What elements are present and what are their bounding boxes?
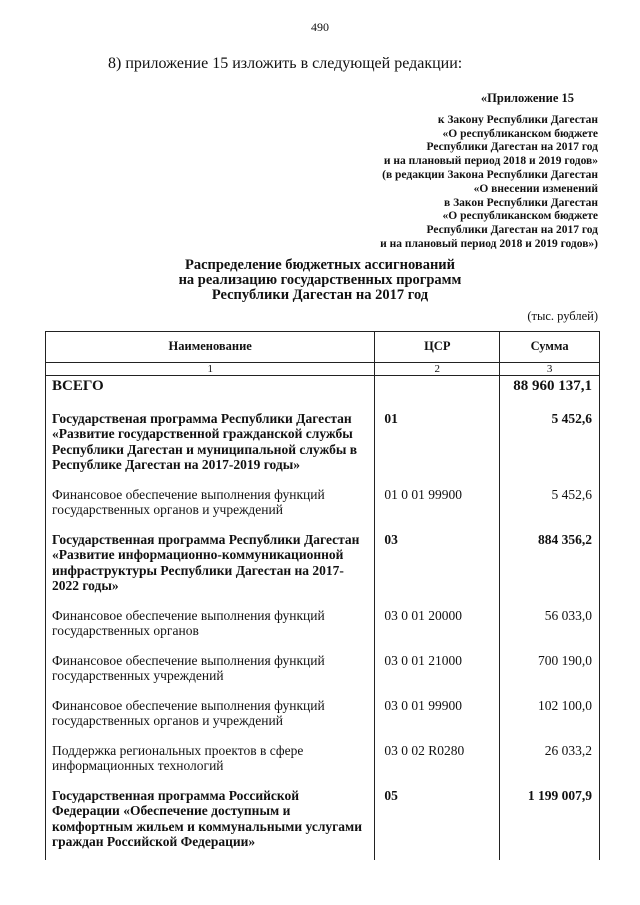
row-sum: 5 452,6 bbox=[500, 483, 600, 528]
table-header-row bbox=[46, 332, 600, 363]
row-csr bbox=[375, 376, 500, 407]
table-row bbox=[46, 604, 600, 649]
table-row bbox=[46, 483, 600, 528]
title-line: Республики Дагестан на 2017 год bbox=[211, 287, 429, 303]
row-name: Финансовое обеспечение выполнения функций государственных учреждений bbox=[46, 649, 375, 694]
row-sum: 884 356,2 bbox=[500, 528, 600, 604]
row-sum: 700 190,0 bbox=[500, 649, 600, 694]
annex-heading: «Приложение 15 bbox=[480, 91, 574, 105]
column-number: 1 bbox=[46, 363, 375, 376]
header-name: Наименование bbox=[46, 332, 375, 363]
title-line: Распределение бюджетных ассигнований bbox=[184, 257, 456, 273]
row-sum: 5 452,6 bbox=[500, 407, 600, 483]
column-number: 2 bbox=[375, 363, 500, 376]
intro-text: 8) приложение 15 изложить в следующей редакции: bbox=[108, 55, 463, 72]
row-csr: 03 bbox=[375, 528, 500, 604]
row-csr: 03 0 01 99900 bbox=[375, 694, 500, 739]
table-row bbox=[46, 784, 600, 860]
table-row bbox=[46, 407, 600, 483]
annex-line: «О республиканском бюджете bbox=[442, 210, 598, 223]
annex-line: в Закон Республики Дагестан bbox=[444, 196, 598, 209]
row-name: Государственая программа Республики Дагестан «Развитие государственной гражданской службы Республики Дагестан и муниципальной службы в Республике Дагестан на 2017-2019 годы» bbox=[46, 407, 375, 483]
row-csr: 01 0 01 99900 bbox=[375, 483, 500, 528]
row-csr: 01 bbox=[375, 407, 500, 483]
annex-line: и на плановый период 2018 и 2019 годов») bbox=[380, 237, 598, 250]
annex-line: «О внесении изменений bbox=[473, 182, 598, 195]
annex-line: и на плановый период 2018 и 2019 годов» bbox=[383, 155, 598, 168]
annex-line: (в редакции Закона Республики Дагестан bbox=[382, 168, 598, 181]
table-row bbox=[46, 694, 600, 739]
annex-line: Республики Дагестан на 2017 год bbox=[426, 224, 598, 237]
row-sum: 88 960 137,1 bbox=[500, 376, 600, 407]
row-sum: 1 199 007,9 bbox=[500, 784, 600, 860]
header-sum: Сумма bbox=[500, 332, 600, 363]
table-row bbox=[46, 528, 600, 604]
row-sum: 56 033,0 bbox=[500, 604, 600, 649]
budget-table bbox=[45, 331, 600, 860]
row-name: Финансовое обеспечение выполнения функций государственных органов и учреждений bbox=[46, 694, 375, 739]
column-number: 3 bbox=[500, 363, 600, 376]
table-row bbox=[46, 739, 600, 784]
table-row bbox=[46, 649, 600, 694]
row-csr: 03 0 01 21000 bbox=[375, 649, 500, 694]
row-name: Государственная программа Республики Дагестан «Развитие информационно-коммуникационной инфраструктуры Республики Дагестан на 2017-2022 годы» bbox=[46, 528, 375, 604]
page-number: 490 bbox=[311, 20, 329, 34]
annex-reference-block bbox=[338, 92, 598, 252]
row-csr: 03 0 01 20000 bbox=[375, 604, 500, 649]
annex-line: Республики Дагестан на 2017 год bbox=[426, 141, 598, 154]
column-number-row bbox=[46, 363, 600, 376]
table-row bbox=[46, 376, 600, 407]
row-sum: 102 100,0 bbox=[500, 694, 600, 739]
row-csr: 05 bbox=[375, 784, 500, 860]
row-name: ВСЕГО bbox=[46, 376, 375, 407]
header-csr: ЦСР bbox=[375, 332, 500, 363]
annex-line: к Закону Республики Дагестан bbox=[437, 113, 598, 126]
document-title bbox=[150, 258, 490, 303]
row-sum: 26 033,2 bbox=[500, 739, 600, 784]
units-note: (тыс. рублей) bbox=[527, 309, 598, 323]
annex-line: «О республиканском бюджете bbox=[442, 127, 598, 140]
title-line: на реализацию государственных программ bbox=[178, 272, 462, 288]
row-name: Финансовое обеспечение выполнения функций государственных органов bbox=[46, 604, 375, 649]
row-name: Финансовое обеспечение выполнения функций государственных органов и учреждений bbox=[46, 483, 375, 528]
row-name: Государственная программа Российской Федерации «Обеспечение доступным и комфортным жильем и коммунальными услугами граждан Российской Федерации» bbox=[46, 784, 375, 860]
row-csr: 03 0 02 R0280 bbox=[375, 739, 500, 784]
row-name: Поддержка региональных проектов в сфере информационных технологий bbox=[46, 739, 375, 784]
